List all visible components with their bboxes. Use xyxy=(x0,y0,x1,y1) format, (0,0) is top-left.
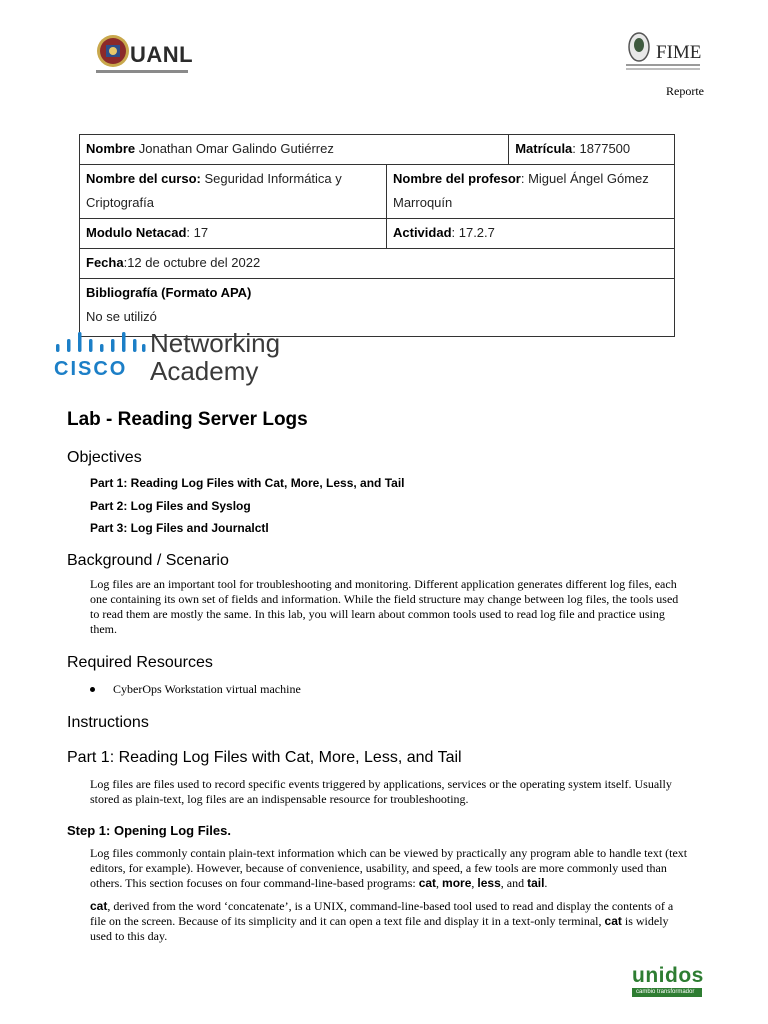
cmd-less: less xyxy=(477,876,501,890)
professor-label: Nombre del profesor xyxy=(393,171,521,186)
cmd-more: more xyxy=(442,876,472,890)
uanl-logo xyxy=(96,34,194,76)
cmd-tail: tail xyxy=(527,876,545,890)
course-value: Seguridad Informática y Criptografía xyxy=(86,171,342,210)
step1-heading: Step 1: Opening Log Files. xyxy=(67,823,231,838)
name-cell xyxy=(80,135,509,165)
activity-label: Actividad xyxy=(393,225,452,240)
activity-cell xyxy=(387,219,675,249)
fime-subtitle xyxy=(626,68,700,70)
cat-paragraph xyxy=(90,899,690,944)
resource-list-item xyxy=(90,682,301,697)
module-value: : 17 xyxy=(186,225,209,240)
bibliography-label: Bibliografía (Formato APA) xyxy=(86,285,252,300)
objectives-heading: Objectives xyxy=(67,449,142,466)
date-cell xyxy=(80,249,675,279)
name-label: Nombre xyxy=(86,141,136,156)
matricula-label: Matrícula xyxy=(515,141,573,156)
date-label: Fecha xyxy=(86,255,124,270)
unidos-tagline: cambio transformador xyxy=(636,989,695,995)
cisco-networking-academy-logo xyxy=(54,328,314,388)
cmd-cat: cat xyxy=(90,899,108,913)
course-label: Nombre del curso: xyxy=(86,171,201,186)
bibliography-value: No se utilizó xyxy=(86,309,157,324)
separator: , xyxy=(471,876,478,890)
separator: , and xyxy=(500,876,528,890)
cat-text-b: is widely used to this day. xyxy=(90,914,669,943)
uanl-wordmark: UANL xyxy=(130,42,194,67)
fime-divider xyxy=(626,64,700,66)
table-row xyxy=(80,135,675,165)
cmd-cat: cat xyxy=(418,876,437,890)
table-row xyxy=(80,219,675,249)
step1-text: Log files commonly contain plain-text information which can be viewed by practically any program able to handle text (text editors, for example). However, because of convenience, usability, and speed, a few tools are more commonly used than others. This section focuses on four command-line-based programs: xyxy=(90,846,688,890)
bullet-icon xyxy=(90,687,95,692)
activity-value: : 17.2.7 xyxy=(451,225,495,240)
cisco-bars-icon xyxy=(54,332,146,356)
matricula-value: : 1877500 xyxy=(572,141,631,156)
objective-part-3: Part 3: Log Files and Journalctl xyxy=(90,521,269,535)
cisco-networking-text: Networking xyxy=(150,328,281,358)
cat-text-a: , derived from the word ‘concatenate’, is a UNIX, command-line-based tool used to read and display the contents of a file on the screen. Because of its simplicity and it can open a text file and display it in a text-only terminal, xyxy=(90,899,674,928)
fime-seal-icon xyxy=(628,32,650,62)
objective-part-1: Part 1: Reading Log Files with Cat, More, Less, and Tail xyxy=(90,476,405,490)
step1-paragraph xyxy=(90,846,690,891)
unidos-wordmark: unidos xyxy=(632,964,704,987)
cmd-cat: cat xyxy=(604,914,622,928)
module-label: Modulo Netacad xyxy=(86,225,187,240)
table-row xyxy=(80,165,675,219)
name-value: Jonathan Omar Galindo Gutiérrez xyxy=(135,141,334,156)
background-paragraph: Log files are an important tool for troubleshooting and monitoring. Different application generates different log files, each one containing its own set of fields and information. While the field structure may change between log files, the tools used to read them are mostly the same. In this lab, you will learn about common tools used to read log file and practice using them. xyxy=(90,577,679,636)
cisco-academy-text: Academy xyxy=(150,356,259,386)
separator: , xyxy=(436,876,443,890)
fime-logo xyxy=(624,28,704,76)
cisco-wordmark: CISCO xyxy=(54,358,128,380)
uanl-subtitle xyxy=(96,70,188,73)
module-cell xyxy=(80,219,387,249)
background-heading: Background / Scenario xyxy=(67,552,229,569)
objective-part-2: Part 2: Log Files and Syslog xyxy=(90,499,251,513)
part1-paragraph: Log files are files used to record specific events triggered by applications, services or the operating system itself. Usually stored as plain-text, log files are an indispensable resource for troubleshooting. xyxy=(90,777,672,806)
unidos-logo xyxy=(632,964,702,1000)
instructions-heading: Instructions xyxy=(67,714,149,731)
period: . xyxy=(544,876,548,890)
lab-title: Lab - Reading Server Logs xyxy=(67,409,308,430)
resource-text: CyberOps Workstation virtual machine xyxy=(113,682,301,696)
part1-heading: Part 1: Reading Log Files with Cat, More, Less, and Tail xyxy=(67,749,462,766)
course-cell xyxy=(80,165,387,219)
resources-heading: Required Resources xyxy=(67,654,213,671)
date-value: :12 de octubre del 2022 xyxy=(123,255,261,270)
report-label: Reporte xyxy=(666,84,704,98)
uanl-seal-icon xyxy=(96,34,130,68)
fime-wordmark: FIME xyxy=(656,42,702,63)
professor-cell xyxy=(387,165,675,219)
matricula-cell xyxy=(509,135,675,165)
table-row xyxy=(80,249,675,279)
professor-value: : Miguel Ángel Gómez Marroquín xyxy=(393,171,649,210)
info-table xyxy=(79,134,675,337)
